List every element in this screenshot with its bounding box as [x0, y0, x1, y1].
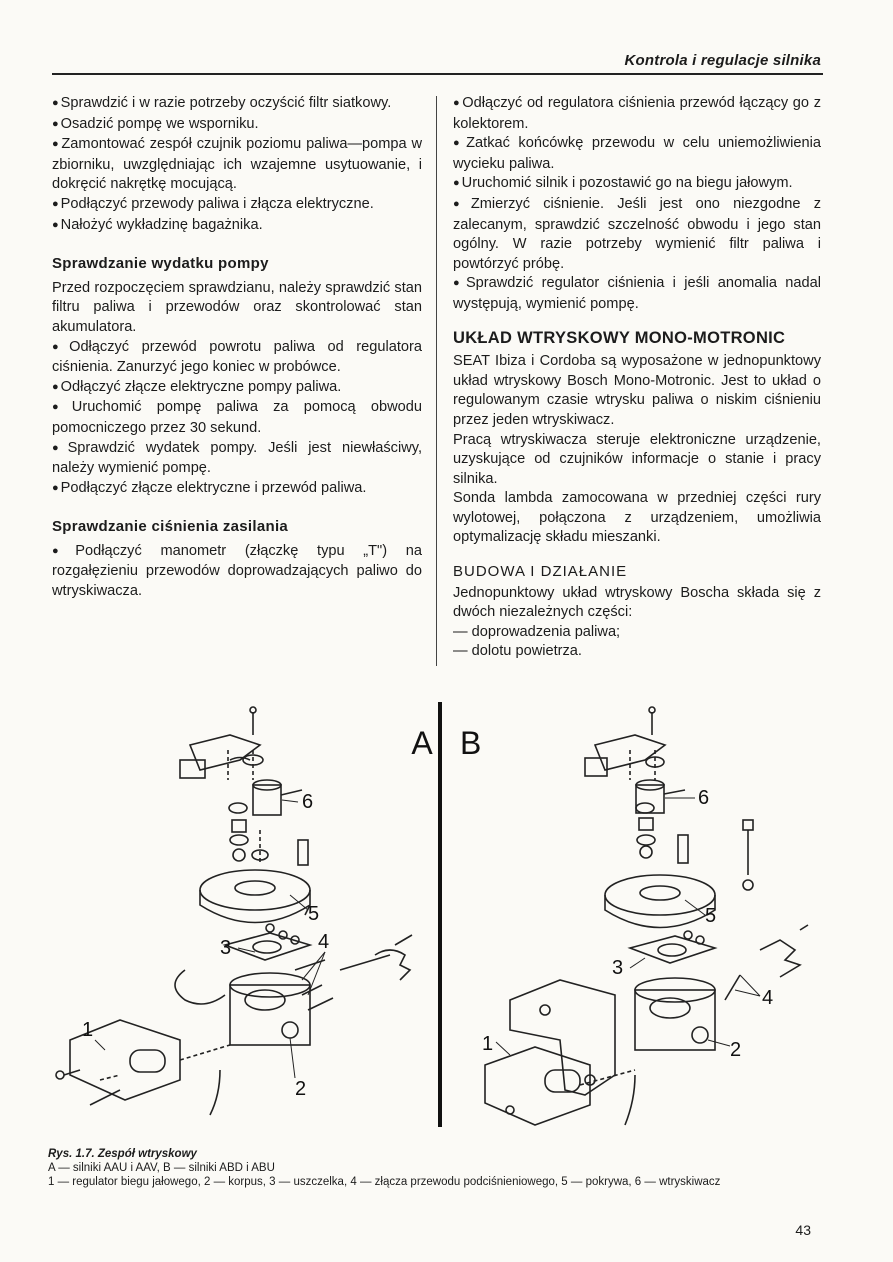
callout-a-5: 5 [308, 903, 320, 925]
figure-caption [48, 1147, 838, 1189]
paragraph: SEAT Ibiza i Cordoba są wyposażone w jednopunktowy układ wtryskowy Bosch Mono-Motronic. Jest to układ o regulowanym czasie wtrysku paliwa o niskim ciśnieniu przez jeden wtryskiwacz. [453, 353, 821, 428]
subsection-heading: Sprawdzanie ciśnienia zasilania [52, 518, 289, 536]
bullet-item: ● Nałożyć wykładzinę bagażnika. [52, 216, 422, 237]
caption-line-2: 1 — regulator biegu jałowego, 2 — korpus, 3 — uszczelka, 4 — złącza przewodu podciśnieniowego, 5 — pokrywa, 6 — wtryskiwacz [48, 1176, 721, 1188]
paragraph: — dolotu powietrza. [453, 643, 582, 660]
bullet-item: ● Zmierzyć ciśnienie. Jeśli jest ono niezgodne z zalecanym, sprawdzić szczelność obwodu i jego stan ogólny. W razie potrzeby wymienić filtr paliwa i powtórzyć próbę. [453, 195, 821, 274]
bullet-item: ● Sprawdzić regulator ciśnienia i jeśli anomalia nadal występują, wymienić pompę. [453, 274, 821, 314]
subsection-heading: Sprawdzanie wydatku pompy [52, 255, 269, 273]
diagram-b [485, 707, 808, 1125]
section-heading: UKŁAD WTRYSKOWY MONO-MOTRONIC [453, 328, 786, 347]
callout-a-6: 6 [302, 791, 314, 813]
bullet-item: ● Uruchomić silnik i pozostawić go na biegu jałowym. [453, 174, 821, 195]
paragraph: Pracą wtryskiwacza steruje elektroniczne urządzenie, uzyskujące od czujników informacje o stanie i pracy silnika. [453, 431, 821, 487]
subsection-heading: BUDOWA I DZIAŁANIE [453, 563, 628, 581]
bullet-item: ● Osadzić pompę we wsporniku. [52, 115, 422, 136]
caption-title: Rys. 1.7. Zespół wtryskowy [48, 1148, 197, 1160]
injection-unit-figure [40, 690, 830, 1140]
right-column [453, 94, 821, 662]
paragraph: Sonda lambda zamocowana w przedniej części rury wylotowej, połączona z urządzeniem, umożliwia optymalizację składu mieszanki. [453, 490, 821, 546]
callout-a-4: 4 [318, 931, 330, 953]
page-number: 43 [795, 1222, 811, 1238]
diagram-a [56, 707, 412, 1115]
callout-a-2: 2 [295, 1078, 307, 1100]
paragraph: Jednopunktowy układ wtryskowy Boscha składa się z dwóch niezależnych części: [453, 584, 821, 621]
bullet-item: ● Podłączyć manometr (złączkę typu „T") na rozgałęzieniu przewodów doprowadzających paliwo do wtryskiwacza. [52, 542, 422, 602]
callout-a-1: 1 [82, 1019, 94, 1041]
callout-b-6: 6 [698, 787, 710, 809]
bullet-item: ● Podłączyć złącze elektryczne i przewód paliwa. [52, 479, 422, 500]
column-divider [436, 96, 437, 666]
callout-b-5: 5 [705, 905, 717, 927]
callout-b-2: 2 [730, 1039, 742, 1061]
bullet-item: ● Odłączyć przewód powrotu paliwa od regulatora ciśnienia. Zanurzyć jego koniec w probówce. [52, 338, 422, 378]
running-header: Kontrola i regulacje silnika [624, 52, 821, 69]
callout-b-3: 3 [612, 957, 624, 979]
bullet-item: ● Zatkać końcówkę przewodu w celu uniemożliwienia wycieku paliwa. [453, 134, 821, 174]
paragraph: Przed rozpoczęciem sprawdzianu, należy sprawdzić stan filtru paliwa i przewodów oraz skontrolować stan akumulatora. [52, 279, 422, 335]
paragraph: — doprowadzenia paliwa; [453, 623, 621, 640]
bullet-item: ● Podłączyć przewody paliwa i złącza elektryczne. [52, 195, 422, 216]
bullet-item: ● Uruchomić pompę paliwa za pomocą obwodu pomocniczego przez 30 sekund. [52, 398, 422, 438]
caption-line-1: A — silniki AAU i AAV, B — silniki ABD i ABU [48, 1162, 275, 1174]
callout-b-1: 1 [482, 1033, 494, 1055]
bullet-item: ● Odłączyć złącze elektryczne pompy paliwa. [52, 378, 422, 399]
diagram-b-label: B [460, 725, 482, 761]
bullet-item: ● Zamontować zespół czujnik poziomu paliwa—pompa w zbiorniku, uwzględniając ich wzajemne usytuowanie, i dokręcić nakrętkę mocującą. [52, 135, 422, 195]
bullet-item: ● Odłączyć od regulatora ciśnienia przewód łączący go z kolektorem. [453, 94, 821, 134]
header-rule [52, 73, 823, 75]
bullet-item: ● Sprawdzić i w razie potrzeby oczyścić filtr siatkowy. [52, 94, 422, 115]
callout-b-4: 4 [762, 987, 774, 1009]
bullet-item: ● Sprawdzić wydatek pompy. Jeśli jest niewłaściwy, należy wymienić pompę. [52, 439, 422, 479]
callout-a-3: 3 [220, 937, 232, 959]
figure-divider [438, 702, 442, 1127]
diagram-a-label: A [411, 725, 433, 761]
left-column [52, 94, 422, 602]
